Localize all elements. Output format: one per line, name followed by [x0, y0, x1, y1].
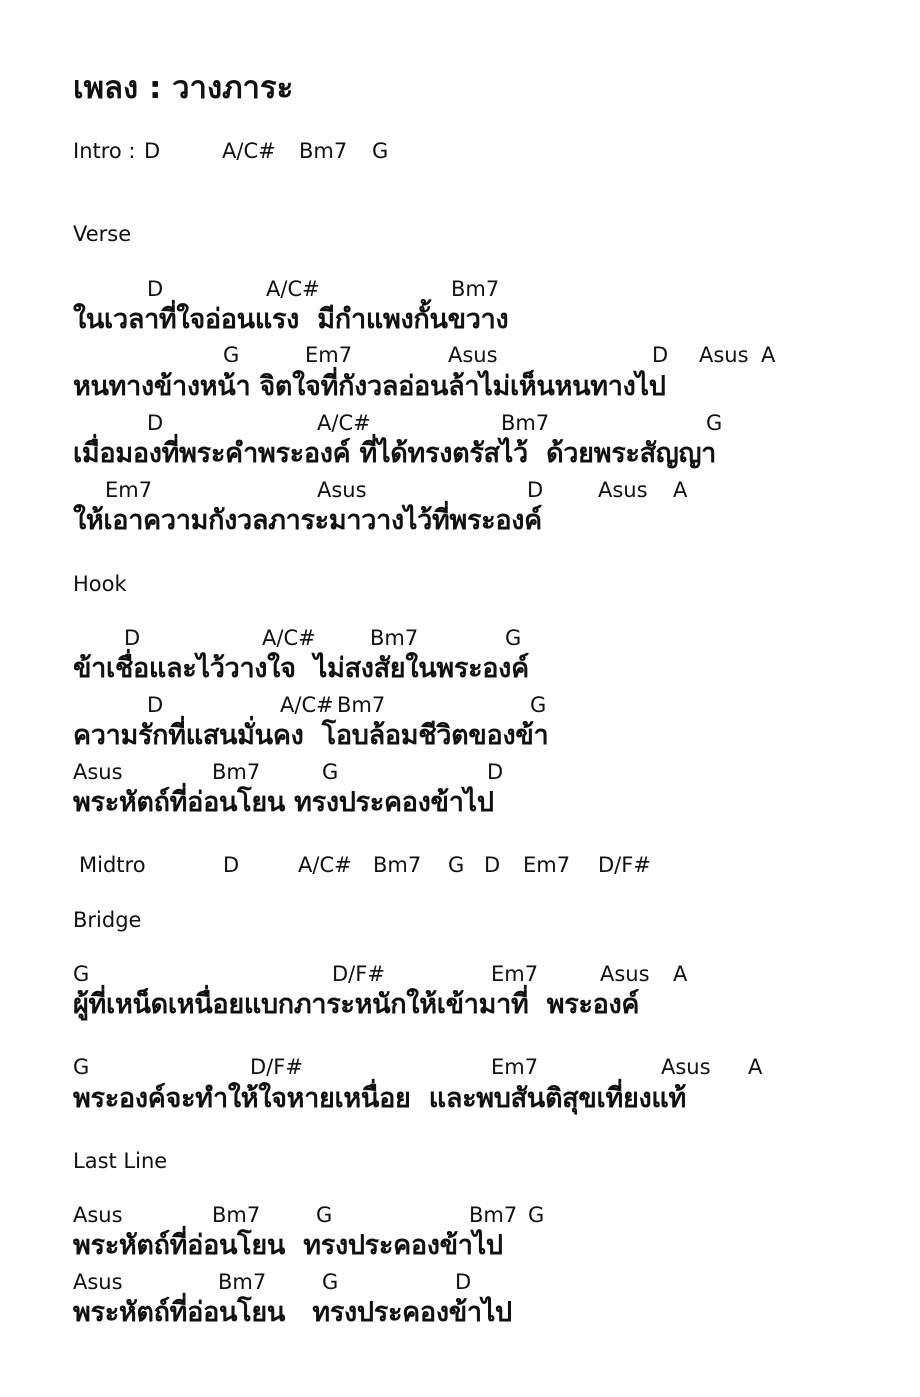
chord: D — [223, 853, 240, 877]
chord: Asus — [73, 760, 123, 784]
song-title: เพลง : วางภาระ — [73, 70, 294, 106]
lyric-line: ให้เอาความกังวลภาระมาวางไว้ที่พระองค์ — [73, 505, 542, 536]
chord: Asus — [448, 343, 498, 367]
section-label-verse: Verse — [73, 222, 132, 246]
chord: Em7 — [305, 343, 353, 367]
lyric-line: พระหัตถ์ที่อ่อนโยน ทรงประคองข้าไป — [73, 787, 494, 818]
chord: Bm7 — [370, 626, 419, 650]
chord: D — [147, 411, 164, 435]
chord: D — [147, 277, 164, 301]
chord: Bm7 — [451, 277, 500, 301]
chord: D/F# — [598, 853, 651, 877]
chord: Asus — [600, 962, 650, 986]
section-label-last-line: Last Line — [73, 1149, 168, 1173]
chord: Asus — [73, 1270, 123, 1294]
chord: Bm7 — [469, 1203, 518, 1227]
chord: G — [706, 411, 723, 435]
chord: D — [144, 139, 161, 163]
chord: D — [484, 853, 501, 877]
chord: A/C# — [280, 693, 334, 717]
chord: A/C# — [266, 277, 320, 301]
chord: Bm7 — [212, 760, 261, 784]
midtro-label: Midtro — [79, 853, 146, 877]
chord: G — [223, 343, 240, 367]
chord: Em7 — [105, 478, 153, 502]
chord: A — [748, 1055, 763, 1079]
chord: G — [73, 962, 90, 986]
lyric-line: พระองค์จะทำให้ใจหายเหนื่อย และพบสันติสุขเที่ยงแท้ — [73, 1083, 686, 1114]
section-label-hook: Hook — [73, 572, 127, 596]
chord: A — [761, 343, 776, 367]
chord: G — [372, 139, 389, 163]
chord: Asus — [73, 1203, 123, 1227]
chord: Em7 — [491, 962, 539, 986]
lyric-line: ข้าเชื่อและไว้วางใจ ไม่สงสัยในพระองค์ — [73, 653, 529, 684]
chord: A/C# — [262, 626, 316, 650]
chord: A/C# — [222, 139, 276, 163]
chord: Asus — [317, 478, 367, 502]
lyric-line: ผู้ที่เหน็ดเหนื่อยแบกภาระหนักให้เข้ามาที่ พระองค์ — [73, 989, 640, 1020]
chord: Bm7 — [299, 139, 348, 163]
chord: D — [487, 760, 504, 784]
chord: A/C# — [317, 411, 371, 435]
chord: G — [73, 1055, 90, 1079]
chord: Bm7 — [218, 1270, 267, 1294]
chord: Bm7 — [373, 853, 422, 877]
chord: Em7 — [491, 1055, 539, 1079]
chord: D — [652, 343, 669, 367]
chord: D/F# — [332, 962, 385, 986]
lyric-line: พระหัตถ์ที่อ่อนโยน ทรงประคองข้าไป — [73, 1297, 512, 1328]
chord: G — [322, 760, 339, 784]
chord: Asus — [699, 343, 749, 367]
chord: G — [505, 626, 522, 650]
chord: D — [124, 626, 141, 650]
chord: Bm7 — [501, 411, 550, 435]
chord: G — [322, 1270, 339, 1294]
lyric-line: ความรักที่แสนมั่นคง โอบล้อมชีวิตของข้า — [73, 720, 549, 751]
chord: A — [673, 962, 688, 986]
chord: G — [530, 693, 547, 717]
chord: G — [316, 1203, 333, 1227]
intro-label: Intro : — [73, 139, 136, 163]
lyric-line: เมื่อมองที่พระคำพระองค์ ที่ได้ทรงตรัสไว้ ด้วยพระสัญญา — [73, 438, 717, 469]
chord: D — [527, 478, 544, 502]
lyric-line: พระหัตถ์ที่อ่อนโยน ทรงประคองข้าไป — [73, 1230, 503, 1261]
chord: D — [455, 1270, 472, 1294]
chord: Bm7 — [212, 1203, 261, 1227]
chord: Bm7 — [337, 693, 386, 717]
chord: G — [448, 853, 465, 877]
chord: A — [673, 478, 688, 502]
chord: Asus — [598, 478, 648, 502]
chord: D/F# — [250, 1055, 303, 1079]
chord: G — [528, 1203, 545, 1227]
chord: Asus — [661, 1055, 711, 1079]
lyric-line: ในเวลาที่ใจอ่อนแรง มีกำแพงกั้นขวาง — [73, 304, 509, 335]
section-label-bridge: Bridge — [73, 908, 142, 932]
chord: A/C# — [298, 853, 352, 877]
lyric-line: หนทางข้างหน้า จิตใจที่กังวลอ่อนล้าไม่เห็นหนทางไป — [73, 371, 666, 402]
chord: Em7 — [523, 853, 571, 877]
chord: D — [147, 693, 164, 717]
